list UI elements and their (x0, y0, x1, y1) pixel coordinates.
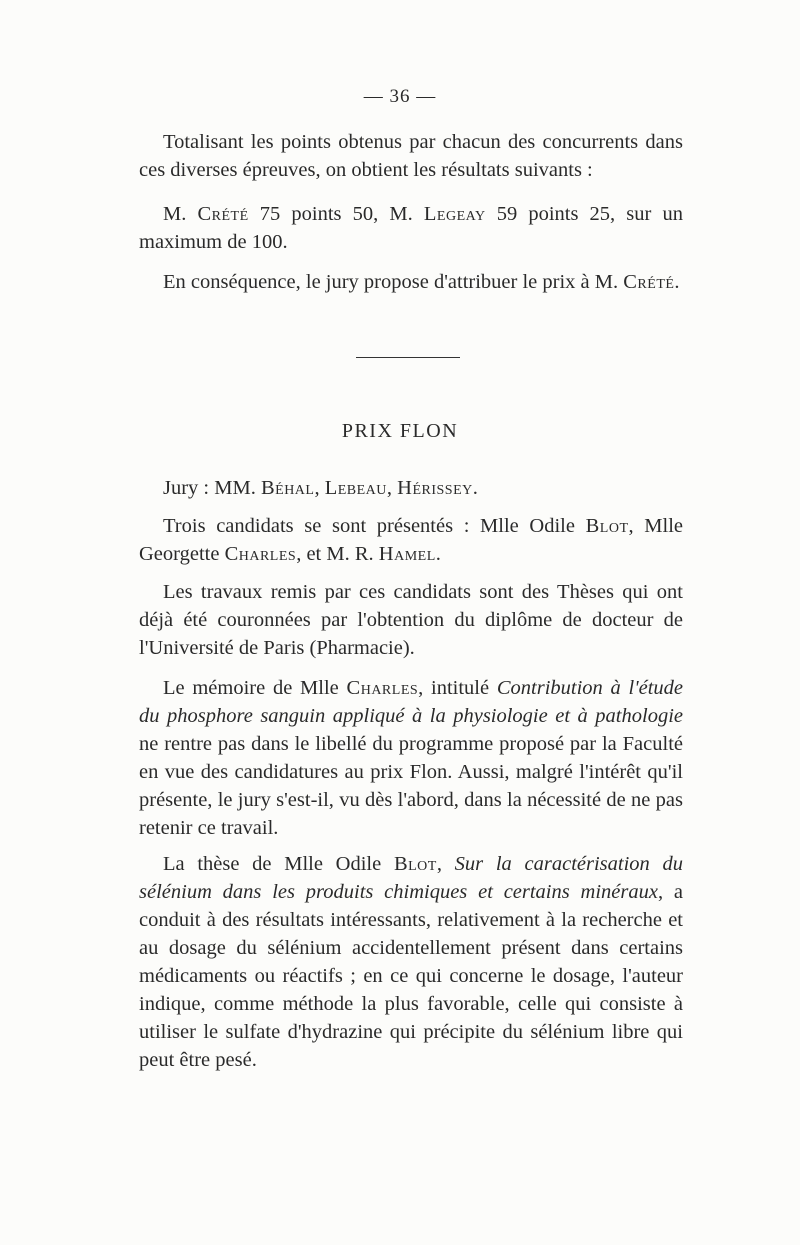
legeay-score: 59 points 25, sur un maximum de 100. (139, 203, 683, 253)
works-text: Les travaux remis par ces candidats sont des Thèses qui ont déjà été couronnées par l'obtention du diplôme de docteur de l'Université de Paris (Pharmacie). (139, 581, 683, 659)
these-blot: Blot (393, 853, 437, 875)
memoire-charles: Charles (346, 677, 419, 699)
jury-label: Jury : MM. (163, 477, 261, 499)
these-text-3: , a conduit à des résultats intéressants, relativement à la recherche et au dosage du sélénium accidentellement présent dans certains médicaments ou réactifs ; en ce qui concerne le dosage, l'auteur indique, comme méthode la plus favorable, celle qui consiste à utiliser le sulfate d'hydrazine qui précipite du sélénium libre qui peut être pesé. (139, 881, 683, 1071)
jury-text (139, 474, 683, 502)
jury-separator: , (314, 477, 325, 499)
these-text (139, 850, 683, 1074)
results-intro-text: Totalisant les points obtenus par chacun des concurrents dans ces diverses épreuves, on obtient les résultats suivants : (139, 131, 683, 181)
section-title: PRIX FLON (341, 420, 459, 442)
name-crete: Crété (197, 203, 249, 225)
jury-herissey: Hérissey (397, 477, 473, 499)
jury-end: . (472, 477, 478, 499)
candidates-text-3: , et M. R. (296, 543, 379, 565)
conclusion-body: En conséquence, le jury propose d'attribuer le prix à M. (163, 271, 624, 293)
name-legeay: Legeay (423, 203, 486, 225)
section-divider (356, 357, 460, 358)
memoire-text-1: Le mémoire de Mlle (163, 677, 347, 699)
candidates-text-1: Trois candidats se sont présentés : Mlle Odile (163, 515, 586, 537)
memoire-text (139, 674, 683, 842)
crete-score: 75 points 50, M. (248, 203, 424, 225)
candidate-charles: Charles (224, 543, 297, 565)
conclusion-text (139, 268, 683, 296)
candidates-end: . (435, 543, 441, 565)
page-number: — 36 — (363, 86, 437, 107)
these-paragraph (139, 850, 683, 1074)
results-text (139, 200, 683, 256)
memoire-title: Contribution à l'étude du phosphore sanguin appliqué à la physiologie et à pathologie (139, 677, 683, 727)
these-text-1: La thèse de Mlle Odile (163, 853, 394, 875)
jury-paragraph (139, 474, 683, 502)
results-paragraph (139, 200, 683, 256)
works-paragraph (139, 578, 683, 662)
memoire-paragraph (139, 674, 683, 842)
these-text-2: , (436, 853, 455, 875)
conclusion-paragraph (139, 268, 683, 296)
conclusion-name-crete: Crété (623, 271, 675, 293)
results-intro-paragraph (139, 128, 683, 184)
jury-lebeau: Lebeau (324, 477, 387, 499)
results-m-label: M. (163, 203, 198, 225)
jury-separator: , (386, 477, 398, 499)
candidates-text-2: , Mlle Georgette (139, 515, 684, 565)
jury-behal: Béhal (260, 477, 315, 499)
conclusion-end: . (674, 271, 680, 293)
these-title: Sur la caractérisation du sélénium dans les produits chimiques et certains minéraux (139, 853, 684, 903)
candidate-hamel: Hamel (378, 543, 436, 565)
candidates-paragraph (139, 512, 683, 568)
memoire-text-3: ne rentre pas dans le libellé du programme proposé par la Faculté en vue des candidatures au prix Flon. Aussi, malgré l'intérêt qu'il présente, le jury s'est-il, vu dès l'abord, dans la nécessité de ne pas retenir ce travail. (139, 733, 683, 839)
candidates-text (139, 512, 683, 568)
candidate-blot: Blot (585, 515, 629, 537)
memoire-text-2: , intitulé (418, 677, 497, 699)
